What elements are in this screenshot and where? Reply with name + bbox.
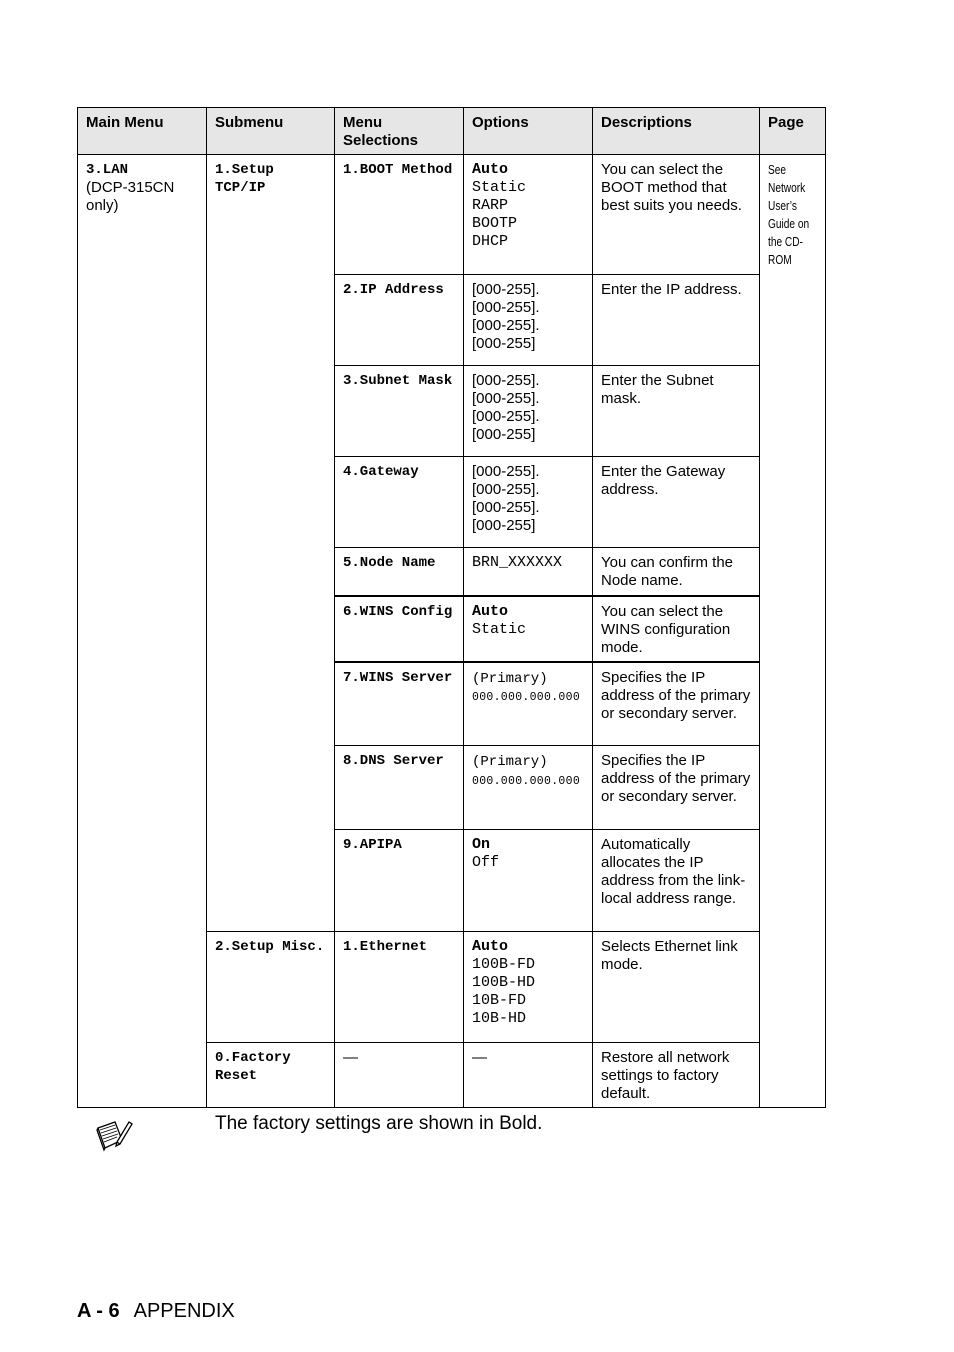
selection-label: 3.Subnet Mask <box>343 373 453 389</box>
option: (Primary) <box>472 754 548 770</box>
header-row <box>78 108 826 155</box>
selection-cell <box>335 932 464 1043</box>
header-options: Options <box>464 108 593 155</box>
options-cell <box>464 457 593 548</box>
option: [000-255]. <box>472 317 540 334</box>
selection-label: 8.DNS Server <box>343 753 444 769</box>
options-cell <box>464 662 593 746</box>
description-cell: You can select the BOOT method that best suits you needs. <box>593 155 760 275</box>
options-cell <box>464 932 593 1043</box>
options-cell <box>464 155 593 275</box>
options-cell <box>464 830 593 932</box>
option: (Primary) <box>472 670 548 687</box>
description-cell: Specifies the IP address of the primary or secondary server. <box>593 662 760 746</box>
option-default: Auto <box>472 161 509 178</box>
selection-label: 1.BOOT Method <box>343 162 453 178</box>
main-menu-note: (DCP-315CN only) <box>86 179 175 215</box>
option: [000-255]. <box>472 299 540 316</box>
description-cell: You can select the WINS configuration mode. <box>593 596 760 662</box>
selection-cell <box>335 830 464 932</box>
options-cell <box>464 366 593 457</box>
selection-label: 1.Ethernet <box>343 939 428 955</box>
description-cell: Selects Ethernet link mode. <box>593 932 760 1043</box>
note-pencil-icon <box>95 1118 135 1158</box>
options-cell: — <box>464 1043 593 1108</box>
submenu-label: 2.Setup Misc. <box>215 939 325 955</box>
option: [000-255]. <box>472 408 540 425</box>
page-cell <box>760 155 826 1108</box>
page-number: A - 6 <box>77 1300 120 1322</box>
submenu-cell <box>207 932 335 1043</box>
option: [000-255] <box>472 335 536 352</box>
section-title: APPENDIX <box>133 1300 235 1322</box>
selection-cell <box>335 366 464 457</box>
menu-table <box>77 107 826 1108</box>
header-main-menu: Main Menu <box>78 108 207 155</box>
option: [000-255] <box>472 517 536 534</box>
option: [000-255]. <box>472 463 540 480</box>
selection-label: 7.WINS Server <box>343 669 453 686</box>
selection-label: 5.Node Name <box>343 555 436 571</box>
option: [000-255] <box>472 426 536 443</box>
option-default: On <box>472 836 491 853</box>
selection-cell <box>335 457 464 548</box>
options-cell <box>464 596 593 662</box>
option: [000-255]. <box>472 481 540 498</box>
options-cell <box>464 548 593 596</box>
option: 000.000.000.000 <box>472 691 581 704</box>
selection-cell <box>335 746 464 830</box>
header-submenu: Submenu <box>207 108 335 155</box>
main-menu-cell <box>78 155 207 1108</box>
selection-cell <box>335 275 464 366</box>
header-descriptions: Descriptions <box>593 108 760 155</box>
description-cell: Specifies the IP address of the primary or secondary server. <box>593 746 760 830</box>
options-cell <box>464 275 593 366</box>
selection-label: 9.APIPA <box>343 837 402 853</box>
submenu-cell <box>207 1043 335 1108</box>
option: 10B-HD <box>472 1010 527 1027</box>
selection-cell <box>335 596 464 662</box>
option: [000-255]. <box>472 499 540 516</box>
header-page: Page <box>760 108 826 155</box>
note-text: The factory settings are shown in Bold. <box>215 1113 543 1134</box>
option: BOOTP <box>472 215 518 232</box>
option: 100B-HD <box>472 974 536 991</box>
selection-label: 6.WINS Config <box>343 603 453 620</box>
description-cell: You can confirm the Node name. <box>593 548 760 596</box>
option: Static <box>472 179 527 196</box>
option: 100B-FD <box>472 956 536 973</box>
option: [000-255]. <box>472 281 540 298</box>
option: BRN_XXXXXX <box>472 554 563 571</box>
selection-label: 4.Gateway <box>343 464 419 480</box>
selection-cell <box>335 662 464 746</box>
option: 000.000.000.000 <box>472 774 581 788</box>
submenu-label: 1.Setup TCP/IP <box>215 162 274 196</box>
submenu-label: 0.Factory Reset <box>215 1050 291 1084</box>
option: RARP <box>472 197 509 214</box>
description-cell: Enter the IP address. <box>593 275 760 366</box>
selection-cell <box>335 548 464 596</box>
header-menu-selections: Menu Selections <box>335 108 464 155</box>
page-reference: See Network User’s Guide on the CD-ROM <box>768 162 810 267</box>
description-cell: Automatically allocates the IP address from the link-local address range. <box>593 830 760 932</box>
option: DHCP <box>472 233 509 250</box>
table-row <box>78 155 826 275</box>
selection-cell <box>335 155 464 275</box>
main-menu-code: 3.LAN <box>86 162 129 178</box>
option: [000-255]. <box>472 390 540 407</box>
description-cell: Enter the Gateway address. <box>593 457 760 548</box>
option: Static <box>472 620 527 638</box>
page-footer <box>77 1300 235 1323</box>
option-default: Auto <box>472 602 509 620</box>
option-default: Auto <box>472 938 509 955</box>
selection-cell: — <box>335 1043 464 1108</box>
options-cell <box>464 746 593 830</box>
description-cell: Enter the Subnet mask. <box>593 366 760 457</box>
option: 10B-FD <box>472 992 527 1009</box>
submenu-cell <box>207 155 335 932</box>
selection-label: 2.IP Address <box>343 282 444 298</box>
description-cell: Restore all network settings to factory default. <box>593 1043 760 1108</box>
option: Off <box>472 854 500 871</box>
option: [000-255]. <box>472 372 540 389</box>
